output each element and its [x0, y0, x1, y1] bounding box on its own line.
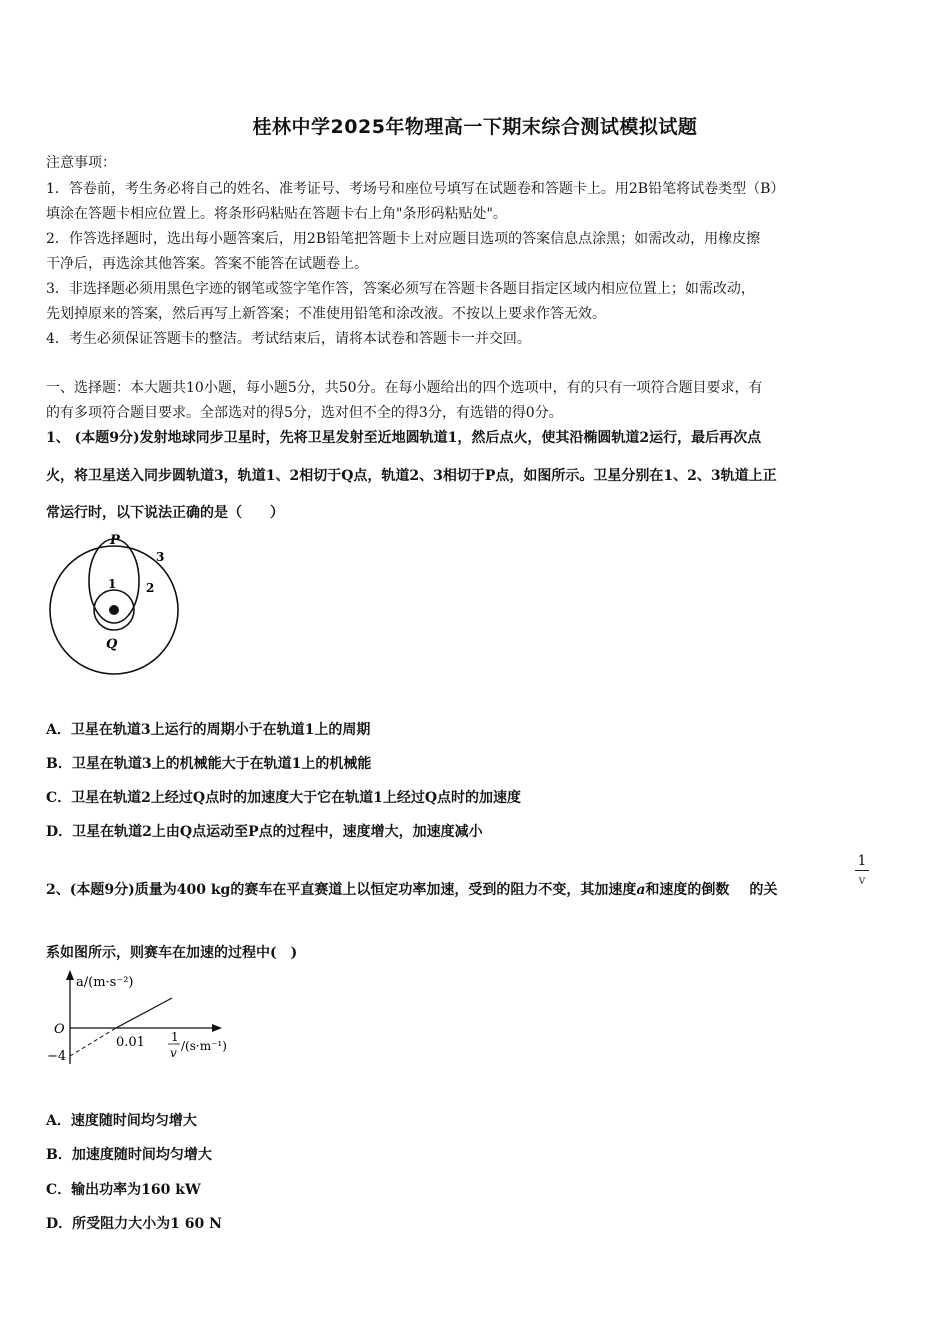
x-axis-arrow — [212, 1024, 222, 1032]
notice-line: 先划掉原来的答案，然后再写上新答案；不准使用铅笔和涂改液。不按以上要求作答无效。 — [46, 306, 606, 322]
notice-heading: 注意事项： — [46, 155, 116, 171]
q2-option-c: C．输出功率为160 kW — [46, 1182, 201, 1198]
notice-line: 填涂在答题卡相应位置上。将条形码粘贴在答题卡右上角"条形码粘贴处"。 — [46, 206, 507, 222]
x-tick-label: 0.01 — [116, 1035, 145, 1050]
q2-option-a: A．速度随时间均匀增大 — [46, 1113, 197, 1129]
label-q: Q — [106, 637, 118, 652]
notice-line: 2．作答选择题时，选出每小题答案后，用2B铅笔把答题卡上对应题目选项的答案信息点涂黑；如需改动，用橡皮擦 — [46, 231, 761, 247]
q2-option-d: D．所受阻力大小为1 60 N — [46, 1216, 222, 1232]
q2-text-part: 的关 — [749, 882, 778, 898]
data-line — [116, 998, 172, 1028]
label-1: 1 — [108, 577, 117, 591]
fraction-denominator: v — [858, 873, 866, 887]
acceleration-graph — [44, 968, 244, 1068]
notice-line: 4．考生必须保证答题卡的整洁。考试结束后，请将本试卷和答题卡一并交回。 — [46, 331, 531, 347]
extrapolated-dashed-line — [70, 1028, 116, 1056]
q1-option-a: A．卫星在轨道3上运行的周期小于在轨道1上的周期 — [46, 722, 371, 738]
q2-a-symbol: a — [636, 882, 646, 898]
section-intro-line: 一、选择题：本大题共10小题，每小题5分，共50分。在每小题给出的四个选项中，有的只有一项符合题目要求，有 — [46, 380, 763, 396]
q2-inverse-v-fraction — [855, 852, 869, 889]
q2-text-line: 系如图所示，则赛车在加速的过程中( ) — [46, 945, 298, 961]
x-label-numerator: 1 — [171, 1030, 179, 1044]
notice-line: 1．答卷前，考生务必将自己的姓名、准考证号、考场号和座位号填写在试题卷和答题卡上。用2B铅笔将试卷类型（B） — [46, 181, 785, 197]
y-axis-label: a/(m·s⁻²) — [76, 975, 134, 990]
label-3: 3 — [156, 550, 165, 564]
q1-option-c: C．卫星在轨道2上经过Q点时的加速度大于它在轨道1上经过Q点时的加速度 — [46, 790, 522, 806]
y-axis-arrow — [66, 970, 74, 980]
q1-option-d: D．卫星在轨道2上由Q点运动至P点的过程中，速度增大，加速度减小 — [46, 824, 483, 840]
x-label-denominator: v — [170, 1046, 177, 1060]
q1-text-line: 常运行时，以下说法正确的是（ ） — [46, 505, 284, 521]
fraction-numerator: 1 — [855, 852, 869, 871]
page-title: 桂林中学2025年物理高一下期末综合测试模拟试题 — [252, 116, 698, 138]
q2-text-part: 和速度的倒数 — [645, 882, 730, 898]
q1-text-line: 火，将卫星送入同步圆轨道3，轨道1、2相切于Q点，轨道2、3相切于P点，如图所示。卫星分别在1、2、3轨道上正 — [46, 468, 777, 484]
q2-text-line — [46, 879, 777, 899]
earth-dot — [109, 605, 119, 615]
orbit-diagram — [44, 530, 189, 680]
notice-line: 干净后，再选涂其他答案。答案不能答在试题卷上。 — [46, 256, 368, 272]
y-intercept-label: −4 — [47, 1049, 67, 1064]
q2-text-part: 2、(本题9分)质量为400 kg的赛车在平直赛道上以恒定功率加速，受到的阻力不变，其加速度 — [46, 882, 637, 898]
label-p: P — [110, 533, 120, 548]
q2-option-b: B．加速度随时间均匀增大 — [46, 1147, 212, 1163]
section-intro-line: 的有多项符合题目要求。全部选对的得5分，选对但不全的得3分，有选错的得0分。 — [46, 405, 563, 421]
x-label-unit: /(s·m⁻¹) — [181, 1039, 227, 1053]
q1-option-b: B．卫星在轨道3上的机械能大于在轨道1上的机械能 — [46, 756, 372, 772]
origin-label: O — [54, 1022, 65, 1037]
label-2: 2 — [146, 581, 155, 595]
notice-line: 3．非选择题必须用黑色字迹的钢笔或签字笔作答，答案必须写在答题卡各题目指定区域内相应位置上；如需改动， — [46, 281, 755, 297]
q1-text-line: 1、 (本题9分)发射地球同步卫星时，先将卫星发射至近地圆轨道1，然后点火，使其沿椭圆轨道2运行，最后再次点 — [46, 430, 762, 446]
